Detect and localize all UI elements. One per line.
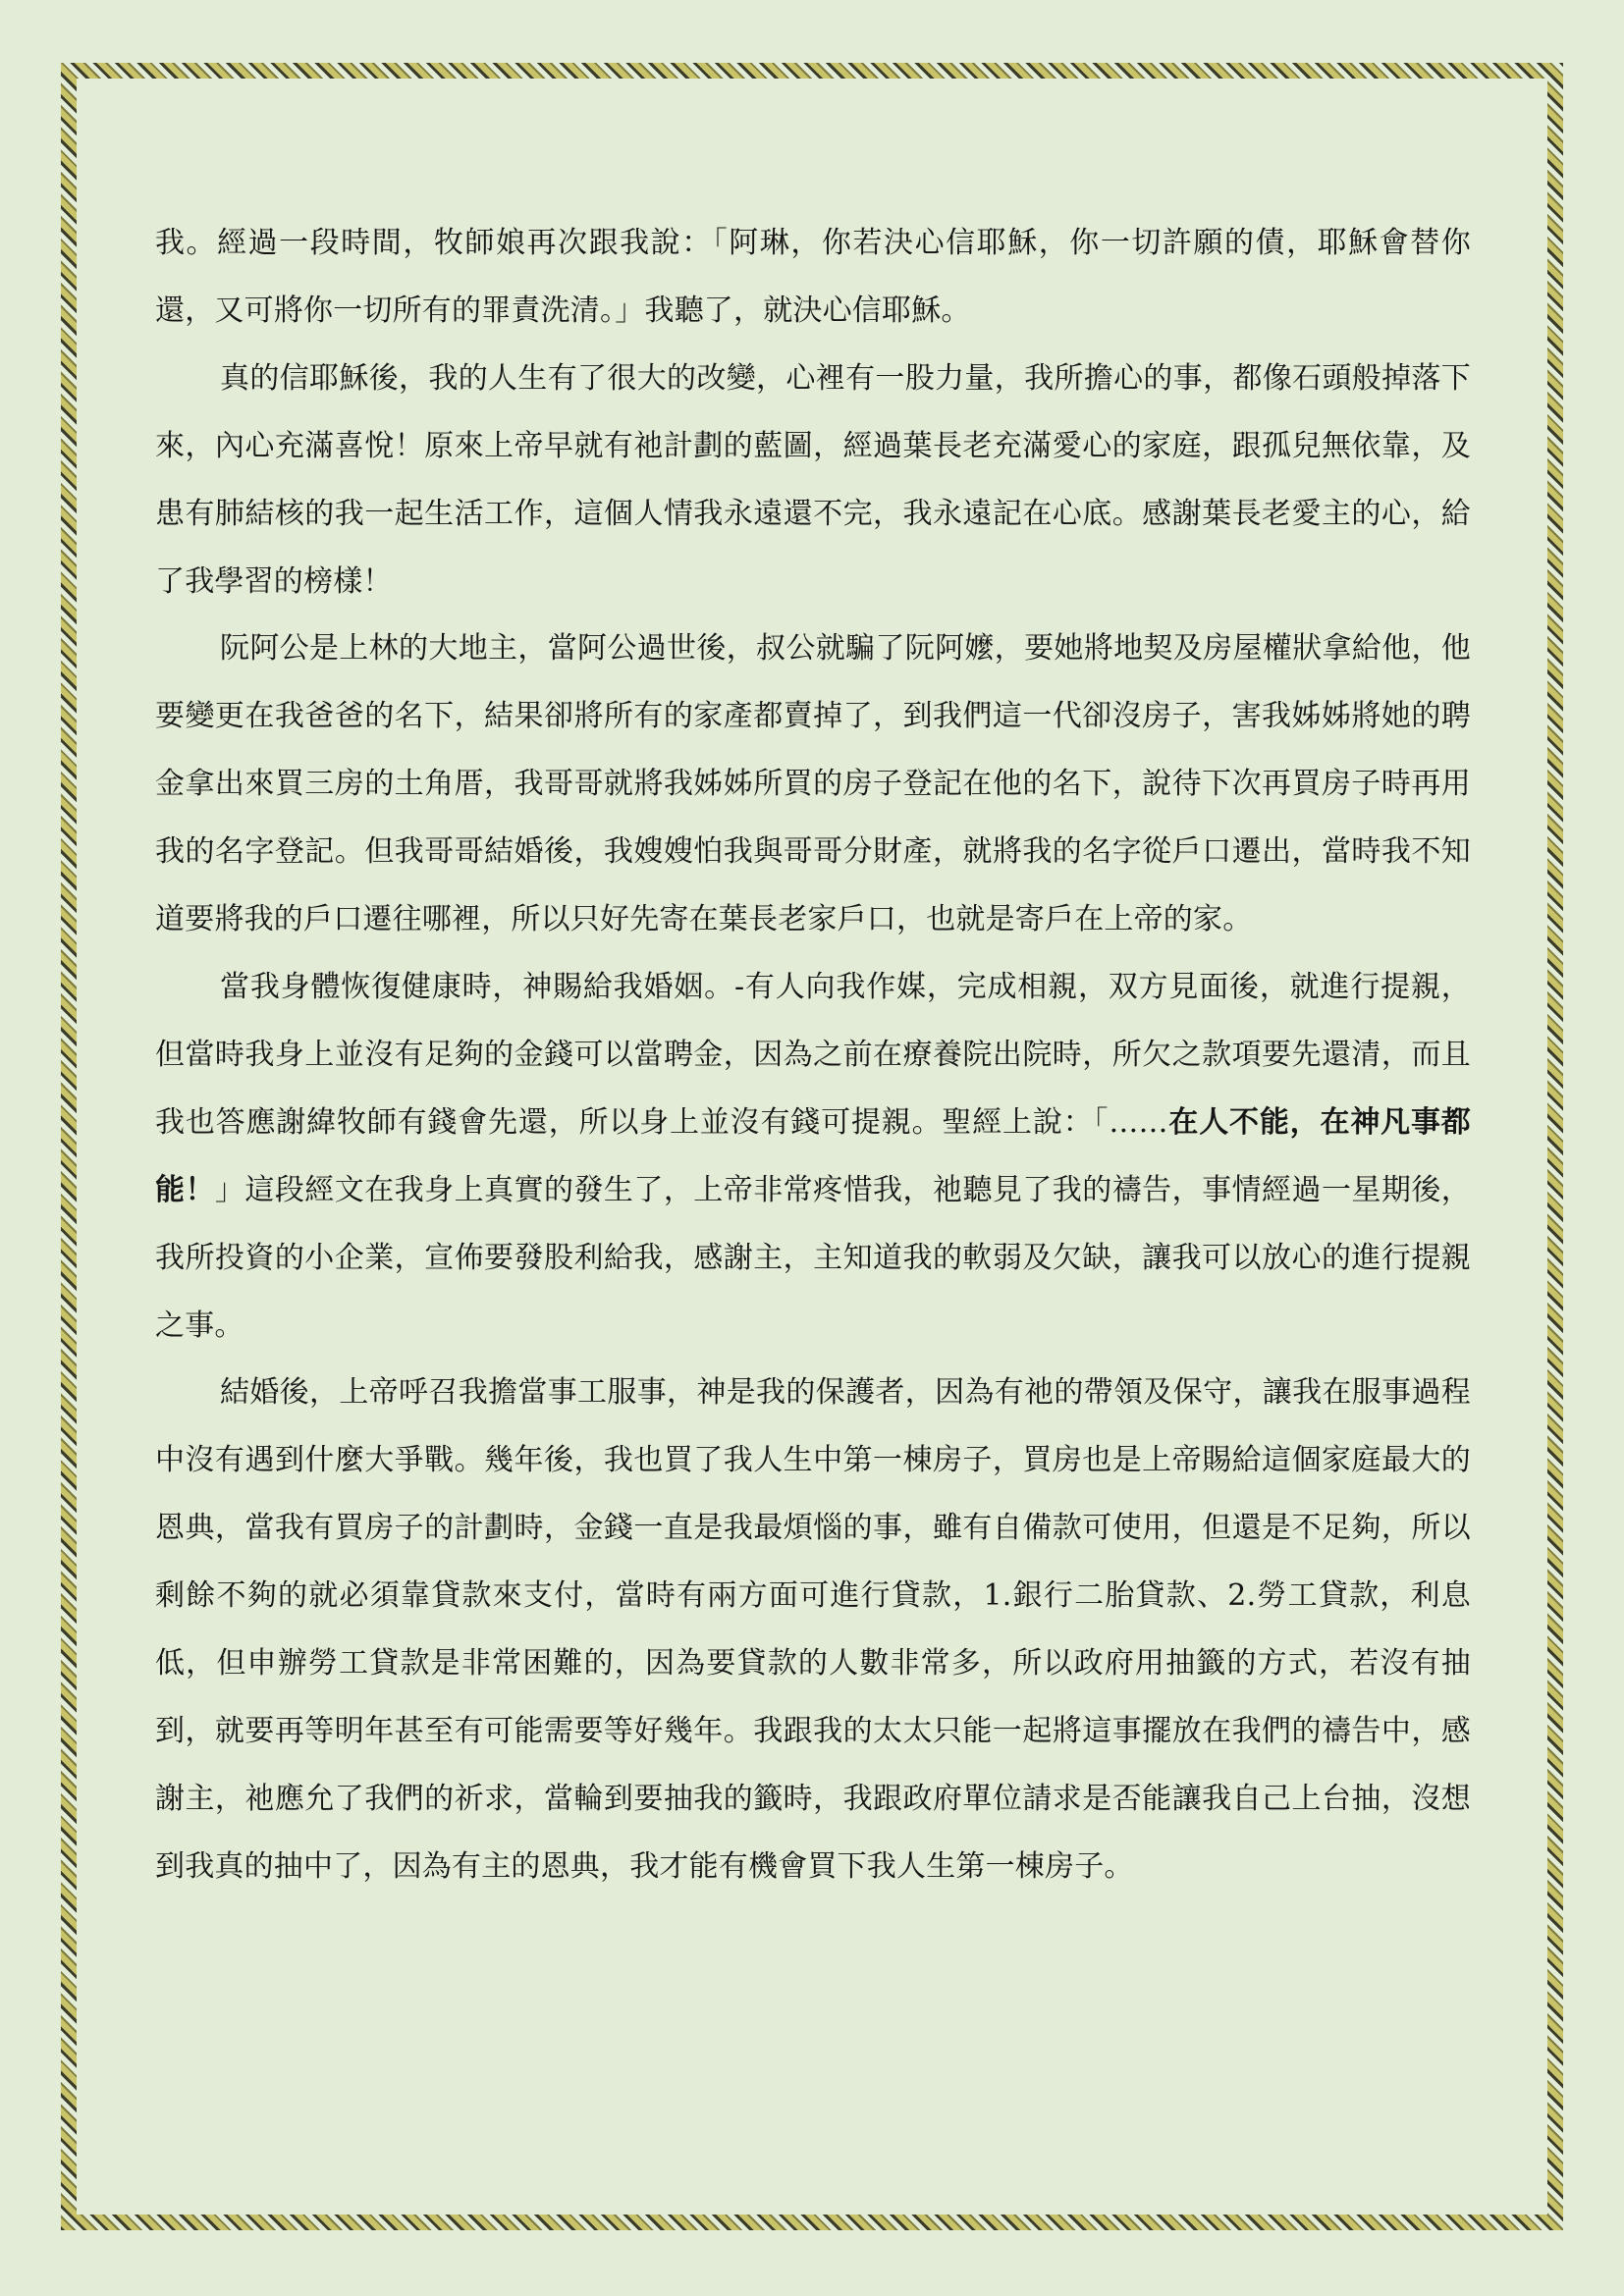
document-body [155,210,1471,1901]
marriage-text-after: 」這段經文在我身上真實的發生了，上帝非常疼惜我，祂聽見了我的禱告，事情經過一星期後，我所投資的小企業，宣佈要發股利給我，感謝主，主知道我的軟弱及欠缺，讓我可以放心的進行提親之事。 [155,1172,1471,1343]
paragraph-first-house: 結婚後，上帝呼召我擔當事工服事，神是我的保護者，因為有祂的帶領及保守，讓我在服事過程中沒有遇到什麼大爭戰。幾年後，我也買了我人生中第一棟房子，買房也是上帝賜給這個家庭最大的恩典，當我有買房子的計劃時，金錢一直是我最煩惱的事，雖有自備款可使用，但還是不足夠，所以剩餘不夠的就必須靠貸款來支付，當時有兩方面可進行貸款，1.銀行二胎貸款、2.勞工貸款，利息低，但申辦勞工貸款是非常困難的，因為要貸款的人數非常多，所以政府用抽籤的方式，若沒有抽到，就要再等明年甚至有可能需要等好幾年。我跟我的太太只能一起將這事擺放在我們的禱告中，感謝主，祂應允了我們的祈求，當輪到要抽我的籤時，我跟政府單位請求是否能讓我自己上台抽，沒想到我真的抽中了，因為有主的恩典，我才能有機會買下我人生第一棟房子。 [155,1375,1471,1884]
marriage-text-before: 當我身體恢復健康時，神賜給我婚姻。-有人向我作媒，完成相親，双方見面後，就進行提親，但當時我身上並沒有足夠的金錢可以當聘金，因為之前在療養院出院時，所欠之款項要先還清，而且我也答應謝緯牧師有錢會先還，所以身上並沒有錢可提親。聖經上說：「…… [155,969,1471,1140]
paragraph-faith-change: 真的信耶穌後，我的人生有了很大的改變，心裡有一股力量，我所擔心的事，都像石頭般掉落下來，內心充滿喜悅！原來上帝早就有祂計劃的藍圖，經過葉長老充滿愛心的家庭，跟孤兒無依靠，及患有肺結核的我一起生活工作，這個人情我永遠還不完，我永遠記在心底。感謝葉長老愛主的心，給了我學習的榜樣！ [155,360,1471,599]
paragraph-marriage [155,954,1471,1360]
paragraph-family-property: 阮阿公是上林的大地主，當阿公過世後，叔公就騙了阮阿嬤，要她將地契及房屋權狀拿給他，他要變更在我爸爸的名下，結果卻將所有的家產都賣掉了，到我們這一代卻沒房子，害我姊姊將她的聘金拿出來買三房的土角厝，我哥哥就將我姊姊所買的房子登記在他的名下，說待下次再買房子時再用我的名字登記。但我哥哥結婚後，我嫂嫂怕我與哥哥分財產，就將我的名字從戶口遷出，當時我不知道要將我的戶口遷往哪裡，所以只好先寄在葉長老家戶口，也就是寄戶在上帝的家。 [155,631,1471,937]
scripture-quote-emphasis: 在人不能，在神凡事都能！ [155,1104,1472,1207]
paragraph-continuation: 我。經過一段時間，牧師娘再次跟我說：「阿琳，你若決心信耶穌，你一切許願的債，耶穌會替你還，又可將你一切所有的罪責洗清。」我聽了，就決心信耶穌。 [155,226,1471,328]
